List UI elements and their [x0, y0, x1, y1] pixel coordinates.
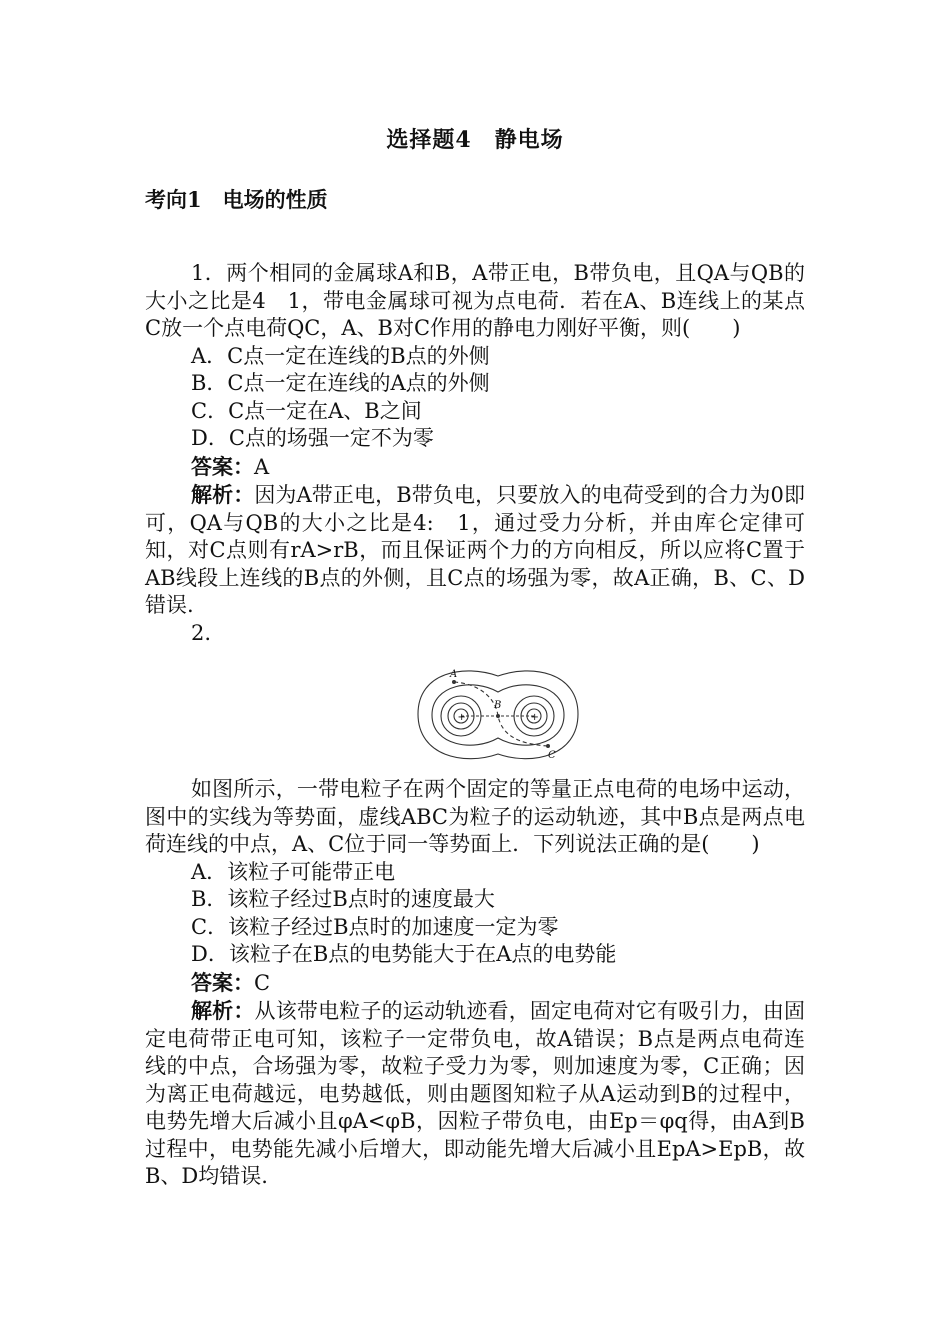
question-2 — [145, 776, 805, 1191]
q2-stem: 如图所示，一带电粒子在两个固定的等量正点电荷的电场中运动，图中的实线为等势面，虚线ABC为粒子的运动轨迹，其中B点是两点电荷连线的中点，A、C位于同一等势面上．下列说法正确的是( ) — [145, 777, 805, 856]
figure-label-a: A — [450, 669, 458, 680]
q1-option-a: A．C点一定在连线的B点的外侧 — [191, 343, 490, 368]
q2-analysis-text: 从该带电粒子的运动轨迹看，固定电荷对它有吸引力，由固定电荷带正电可知，该粒子一定带负电，故A错误；B点是两点电荷连线的中点，合场强为零，故粒子受力为零，则加速度为零，C正确；因为离正电荷越远，电势越低，则由题图知粒子从A运动到B的过程中，电势先增大后减小且φA<φB，因粒子带负电，由Ep＝φq得，由A到B过程中，电势能先减小后增大，即动能先增大后减小且EpA>EpB，故B、D均错误. — [145, 999, 806, 1188]
point-b-dot — [496, 714, 500, 718]
q1-option-b: B．C点一定在连线的A点的外侧 — [191, 371, 490, 395]
page-title: 选择题4 静电场 — [386, 127, 564, 153]
q1-analysis-text: 因为A带正电，B带负电，只要放入的电荷受到的合力为0即可，QA与QB的大小之比是4: 1，通过受力分析，并由库仑定律可知，对C点则有rA>rB，而且保证两个力的方向相反，所以应将C置于AB线段上连线的B点的外侧，且C点的场强为零，故A正确，B、C、D错误. — [145, 483, 806, 617]
section-heading: 考向1 电场的性质 — [145, 187, 328, 212]
q1-analysis — [145, 481, 805, 620]
q1-answer-label: 答案： — [191, 453, 254, 479]
q1-option-c: C．C点一定在A、B之间 — [191, 398, 422, 423]
q2-analysis-label: 解析： — [191, 998, 255, 1023]
point-c-dot — [546, 744, 550, 748]
q1-answer-value: A — [254, 454, 270, 479]
equipotential-figure — [412, 662, 584, 772]
q1-answer — [145, 453, 805, 482]
q2-number: 2. — [191, 620, 212, 645]
q2-answer — [145, 969, 805, 998]
figure-label-c: C — [548, 750, 556, 761]
q1-analysis-label: 解析： — [191, 482, 255, 507]
q2-answer-value: C — [254, 970, 271, 995]
q2-option-c: C．该粒子经过B点时的加速度一定为零 — [191, 914, 559, 939]
q2-option-b: B．该粒子经过B点时的速度最大 — [191, 887, 495, 911]
figure-label-b: B — [494, 700, 502, 711]
q2-option-a: A．该粒子可能带正电 — [191, 859, 396, 884]
question-1 — [145, 260, 805, 647]
right-plus-sign: + — [530, 712, 539, 723]
point-a-dot — [452, 680, 456, 684]
q2-option-d: D．该粒子在B点的电势能大于在A点的电势能 — [191, 942, 617, 966]
q1-stem: 1．两个相同的金属球A和B，A带正电，B带负电，且QA与QB的大小之比是4 1，带电金属球可视为点电荷．若在A、B连线上的某点C放一个点电荷QC，A、B对C作用的静电力刚好平衡，则( ) — [145, 261, 805, 340]
q2-analysis — [145, 997, 805, 1191]
q2-answer-label: 答案： — [191, 969, 254, 995]
q1-option-d: D．C点的场强一定不为零 — [191, 426, 434, 450]
left-plus-sign: + — [457, 712, 466, 723]
